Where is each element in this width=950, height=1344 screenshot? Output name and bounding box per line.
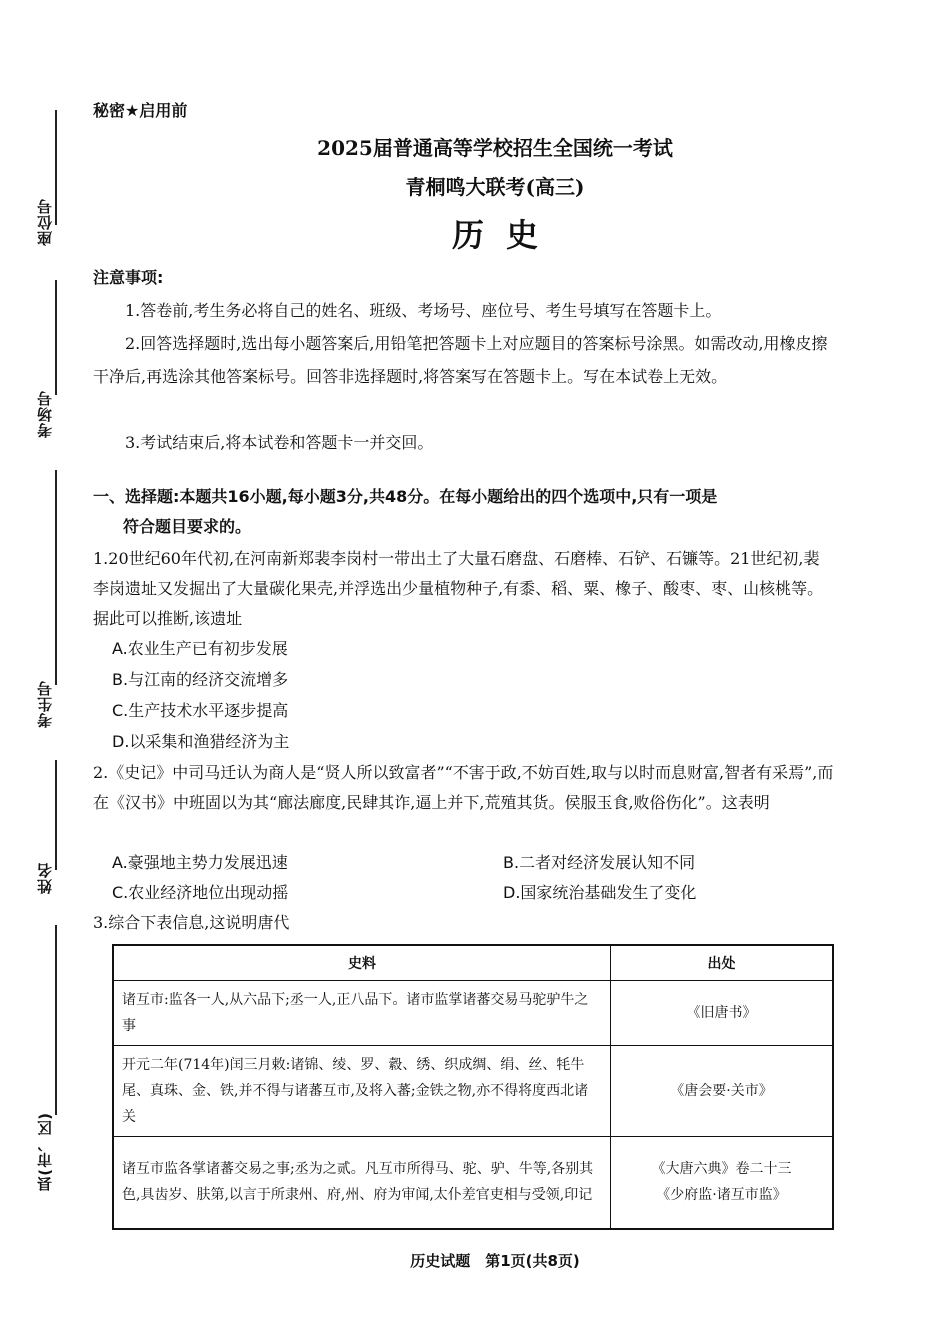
table-cell-source: 《唐会要·关市》 [611,1046,834,1137]
question-1-option-b[interactable]: B.与江南的经济交流增多 [112,670,289,689]
margin-line [55,925,57,1115]
margin-student-id-label: 考生号 [36,680,54,728]
question-2-option-a[interactable]: A.豪强地主势力发展迅速 [112,853,288,872]
question-1-option-d[interactable]: D.以采集和渔猎经济为主 [112,732,290,751]
notice-item-3: 3.考试结束后,将本试卷和答题卡一并交回。 [125,433,434,452]
exam-title: 2025届普通高等学校招生全国统一考试 [317,136,673,160]
table-cell-text: 诸互市监各掌诸蕃交易之事;丞为之贰。凡互市所得马、驼、驴、牛等,各别其色,具齿岁、肤第,以言于所隶州、府,州、府为审闻,太仆差官吏相与受领,印记 [113,1137,611,1229]
margin-county-label: 县(市、区) [36,1112,54,1192]
subject-title: 历史 [451,216,560,254]
question-1-stem: 1.20世纪60年代初,在河南新郑裴李岗村一带出土了大量石磨盘、石磨棒、石铲、石镰等。21世纪初,裴李岗遗址又发掘出了大量碳化果壳,并浮选出少量植物种子,有黍、稻、粟、橡子、酸枣、枣、山核桃等。据此可以推断,该遗址 [93,549,824,628]
section-heading-line2: 符合题目要求的。 [123,517,252,536]
margin-line [55,760,57,870]
margin-seat-label: 座位号 [36,198,54,246]
margin-name-label: 姓名 [36,862,54,894]
margin-line [55,280,57,395]
margin-room-label: 考场号 [36,390,54,438]
question-3-stem: 3.综合下表信息,这说明唐代 [93,913,290,932]
source-table [112,944,834,1230]
table-cell-text: 诸互市:监各一人,从六品下;丞一人,正八品下。诸市监掌诸蕃交易马驼驴牛之事 [113,981,611,1046]
notice-item-1: 1.答卷前,考生务必将自己的姓名、班级、考场号、座位号、考生号填写在答题卡上。 [125,301,722,320]
page-footer: 历史试题 第1页(共8页) [410,1252,580,1270]
question-2-stem: 2.《史记》中司马迁认为商人是“贤人所以致富者”“不害于政,不妨百姓,取与以时而息财富,智者有采焉”,而在《汉书》中班固以为其“廊法廊度,民肆其诈,逼上并下,荒殖其货。侯服玉食,败俗伤化”。这表明 [93,763,834,812]
secret-mark: 秘密★启用前 [93,101,188,120]
question-2-option-b[interactable]: B.二者对经济发展认知不同 [503,853,696,872]
table-cell-source-line1: 《大唐六典》卷二十三 [651,1161,792,1178]
margin-line [55,470,57,685]
notice-item-2: 2.回答选择题时,选出每小题答案后,用铅笔把答题卡上对应题目的答案标号涂黑。如需改动,用橡皮擦干净后,再选涂其他答案标号。回答非选择题时,将答案写在答题卡上。写在本试卷上无效。 [93,334,828,386]
section-heading [93,482,835,542]
table-header-source-text: 史料 [113,945,611,981]
table-cell-text: 开元二年(714年)闰三月敕:诸锦、绫、罗、縠、绣、织成绸、绢、丝、牦牛尾、真珠、金、铁,并不得与诸蕃互市,及将入蕃;金铁之物,亦不得将度西北诸关 [113,1046,611,1137]
table-cell-source-line2: 《少府监·诸互市监》 [656,1187,787,1204]
table-cell-source-multi [611,1137,834,1229]
notice-heading: 注意事项: [93,268,164,287]
section-heading-line1: 一、选择题:本题共16小题,每小题3分,共48分。在每小题给出的四个选项中,只有一项是 [93,487,718,506]
question-1-option-a[interactable]: A.农业生产已有初步发展 [112,639,288,658]
table-cell-source: 《旧唐书》 [611,981,834,1046]
table-row [113,981,833,1046]
question-2-option-c[interactable]: C.农业经济地位出现动摇 [112,883,289,902]
margin-line [55,110,57,225]
table-row [113,1137,833,1229]
table-header-origin: 出处 [611,945,834,981]
exam-subtitle: 青桐鸣大联考(高三) [405,175,585,199]
question-1-option-c[interactable]: C.生产技术水平逐步提高 [112,701,289,720]
question-2-option-d[interactable]: D.国家统治基础发生了变化 [503,883,697,902]
table-header-row [113,945,833,981]
table-row [113,1046,833,1137]
